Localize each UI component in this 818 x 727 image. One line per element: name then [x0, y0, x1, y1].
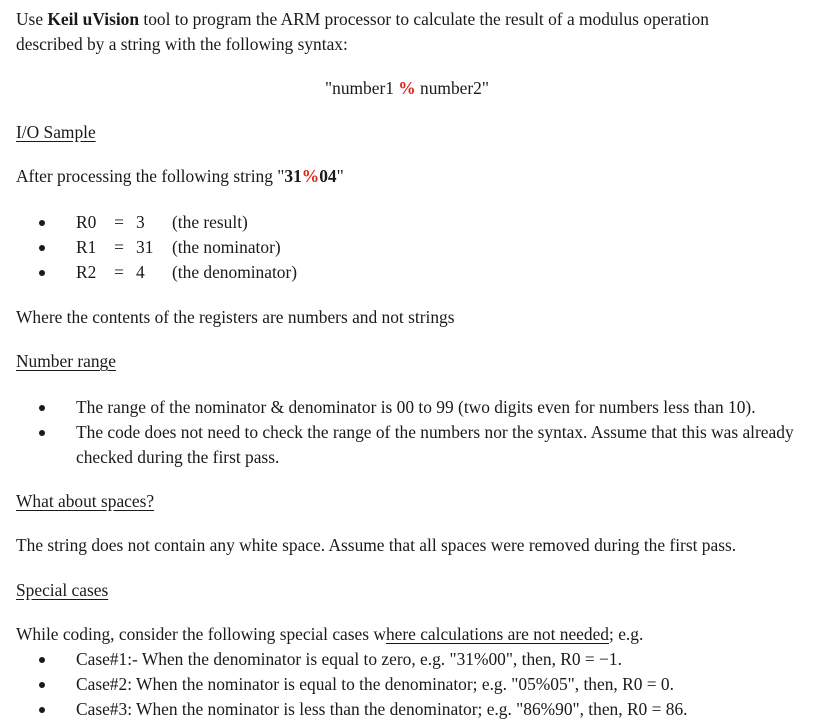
register-list: [16, 210, 798, 285]
io-sample-text: After processing the following string "31%04": [16, 166, 344, 186]
special-cases-intro: While coding, consider the following special cases where calculations are not needed; e.g.: [16, 624, 644, 644]
number-range-list: [16, 395, 798, 470]
bullet-icon: [39, 220, 45, 226]
special-cases-list: [16, 647, 798, 722]
example-denominator: 04: [319, 166, 337, 186]
list-item: Case#2: When the nominator is equal to the denominator; e.g. "05%05", then, R0 = 0.: [16, 672, 798, 697]
spaces-text: The string does not contain any white space. Assume that all spaces were removed during the first pass.: [16, 535, 737, 555]
special-cases-heading: Special cases: [16, 580, 109, 600]
intro-paragraph: Use Keil uVision tool to program the ARM processor to calculate the result of a modulus operation described by a string with the following syntax:: [16, 9, 709, 54]
list-item: Case#3: When the nominator is less than the denominator; e.g. "86%90", then, R0 = 86.: [16, 697, 798, 722]
registers-footnote: Where the contents of the registers are numbers and not strings: [16, 307, 455, 327]
number-range-heading: Number range: [16, 351, 116, 371]
syntax-line: "number1 % number2": [325, 78, 489, 98]
bullet-icon: [39, 707, 45, 713]
list-item: The range of the nominator & denominator is 00 to 99 (two digits even for numbers less than 10).: [16, 395, 798, 420]
bullet-icon: [39, 245, 45, 251]
list-item: The code does not need to check the range of the numbers nor the syntax. Assume that this was already checked during the first pass.: [16, 420, 798, 470]
register-item: R2 = 4 (the denominator): [16, 260, 798, 285]
modulus-operator: %: [398, 78, 416, 98]
bullet-icon: [39, 405, 45, 411]
io-sample-heading: I/O Sample: [16, 122, 96, 142]
register-item: R0 = 3 (the result): [16, 210, 798, 235]
bullet-icon: [39, 270, 45, 276]
list-item: Case#1:- When the denominator is equal to zero, e.g. "31%00", then, R0 = −1.: [16, 647, 798, 672]
register-item: R1 = 31 (the nominator): [16, 235, 798, 260]
bullet-icon: [39, 430, 45, 436]
spaces-heading: What about spaces?: [16, 491, 155, 511]
tool-name: Keil uVision: [47, 9, 140, 29]
bullet-icon: [39, 657, 45, 663]
bullet-icon: [39, 682, 45, 688]
example-operator: %: [301, 166, 320, 186]
example-nominator: 31: [284, 166, 302, 186]
